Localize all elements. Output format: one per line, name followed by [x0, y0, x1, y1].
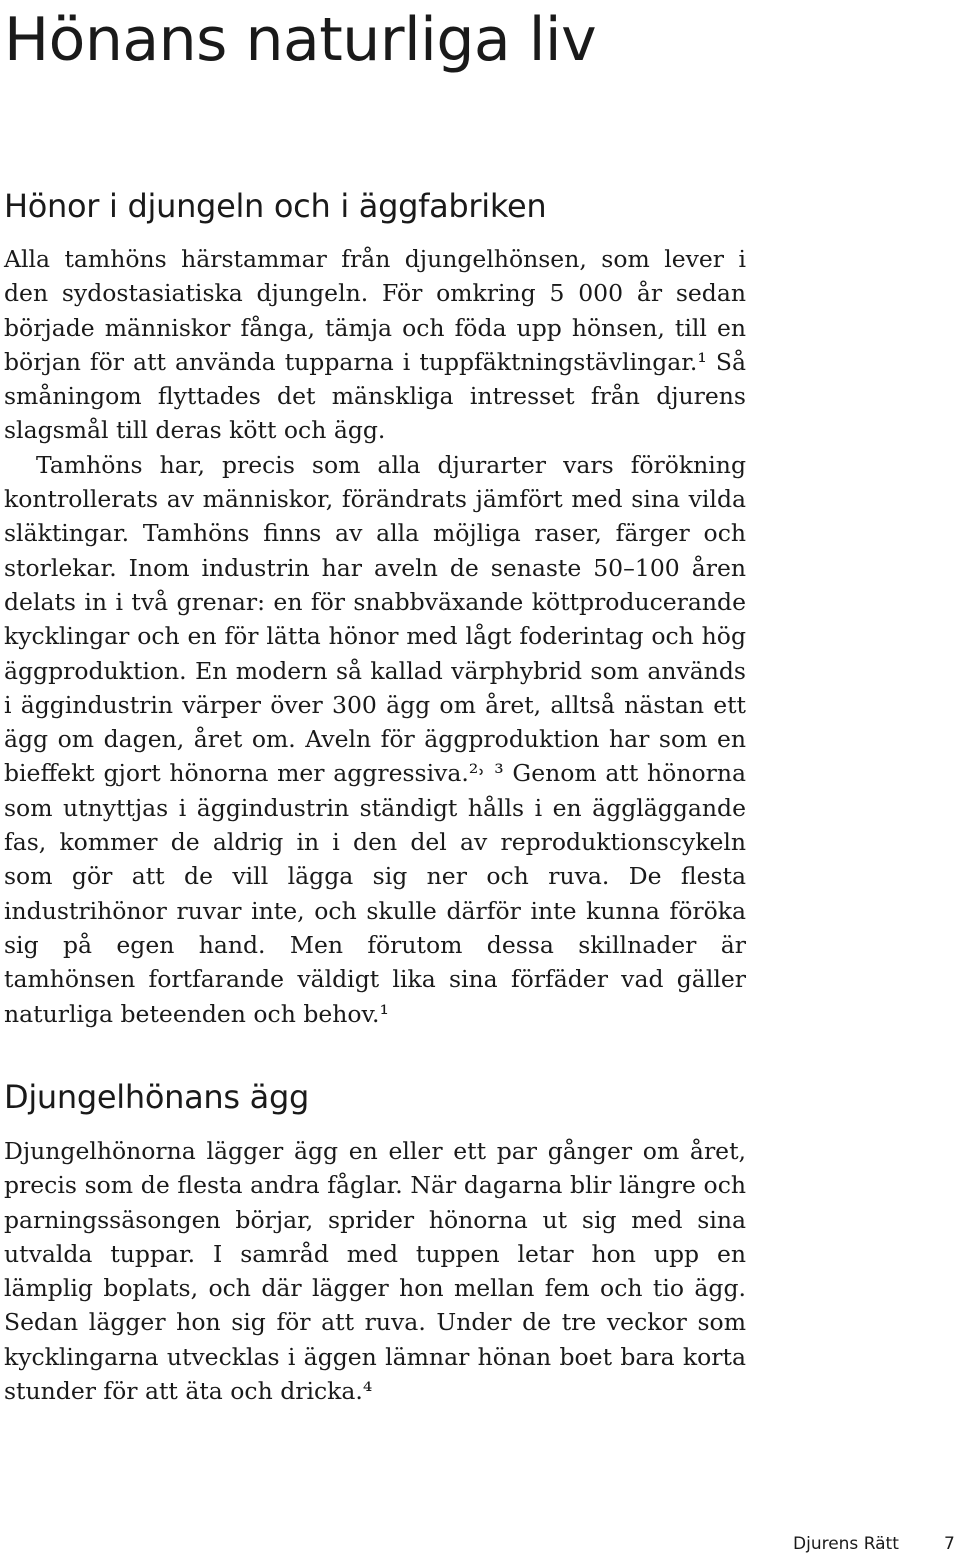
section-body-jungle-and-egg-factory — [4, 242, 746, 1031]
paragraph: Tamhöns har, precis som alla djurarter vars förökning kontrollerats av människor, förändrats jämfört med sina vilda släktingar. Tamhöns finns av alla möjliga raser, färger och storlekar. Inom industrin har aveln de senaste 50–100 åren delats in i två grenar: en för snabbväxande köttproducerande kycklingar och en för lätta hönor med lågt foderintag och hög äggproduktion. En modern så kallad värphybrid som används i äggindustrin värper över 300 ägg om året, alltså nästan ett ägg om dagen, året om. Aveln för äggproduktion har som en bieffekt gjort hönorna mer aggressiva.²˒ ³ Genom att hönorna som utnyttjas i äggindustrin ständigt hålls i en äggläggande fas, kommer de aldrig in i den del av reproduktionscykeln som gör att de vill lägga sig ner och ruva. De flesta industrihönor ruvar inte, och skulle därför inte kunna föröka sig på egen hand. Men förutom dessa skillnader är tamhönsen fortfarande väldigt lika sina förfäder vad gäller naturliga beteenden och behov.¹ — [4, 450, 746, 1028]
footer-page-number: 7 — [944, 1534, 955, 1554]
page-footer — [0, 1532, 960, 1556]
paragraph: Alla tamhöns härstammar från djungelhönsen, som lever i den sydostasiatiska djungeln. För omkring 5 000 år sedan började människor fånga, tämja och föda upp hönsen, till en början för att använda tupparna i tuppfäktningstävlingar.¹ Så småningom flyttades det mänskliga intresset från djurens slagsmål till deras kött och ägg. — [4, 245, 746, 445]
section-heading-jungle-hen-eggs: Djungelhönans ägg — [4, 1078, 309, 1116]
section-heading-jungle-and-egg-factory: Hönor i djungeln och i äggfabriken — [4, 187, 547, 225]
page-title: Hönans naturliga liv — [4, 5, 597, 75]
paragraph: Djungelhönorna lägger ägg en eller ett par gånger om året, precis som de flesta andra fåglar. När dagarna blir längre och parningssäsongen börjar, sprider hönorna ut sig med sina utvalda tuppar. I samråd med tuppen letar hon upp en lämplig boplats, och där lägger hon mellan fem och tio ägg. Sedan lägger hon sig för att ruva. Under de tre veckor som kycklingarna utvecklas i äggen lämnar hönan boet bara korta stunder för att äta och dricka.⁴ — [4, 1137, 746, 1406]
section-body-jungle-hen-eggs — [4, 1134, 746, 1408]
footer-publication-name: Djurens Rätt — [793, 1534, 899, 1554]
